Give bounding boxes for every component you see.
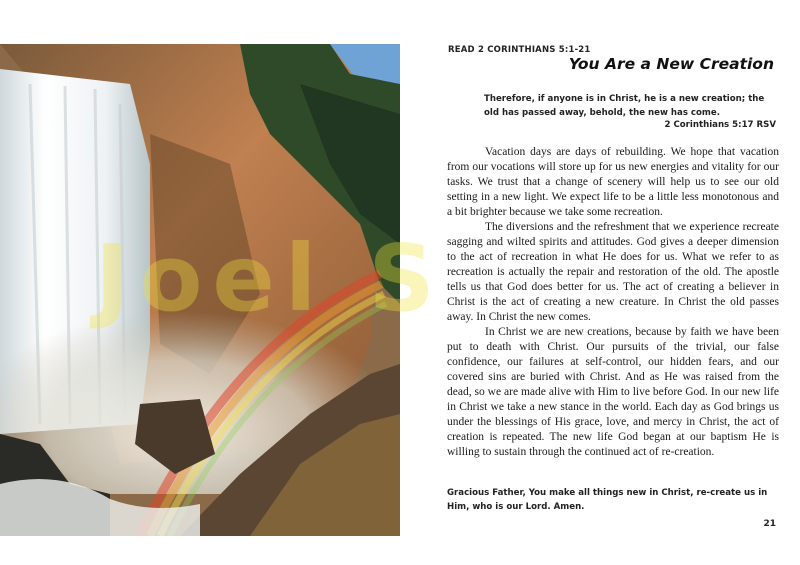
closing-prayer: Gracious Father, You make all things new in Christ, re-create us in Him, who is our Lord. Amen. [447,488,768,512]
reading-reference: READ 2 CORINTHIANS 5:1-21 [448,45,591,55]
page-title: You Are a New Creation [568,55,774,73]
waterfall-rainbow-photo [0,44,400,536]
devotional-body [447,145,779,460]
devotional-page [420,0,780,565]
paragraph-1: Vacation days are days of rebuilding. We hope that vacation from our vocations will store up for us new energies and vitality for our tasks. We trust that a change of scenery will help us to see our old setting in a new light. We expect life to be a little less monotonous and a bit brighter because we take some recreation. [447,146,779,218]
verse-citation: 2 Corinthians 5:17 RSV [664,120,776,130]
paragraph-3: In Christ we are new creations, because by faith we have been put to death with Christ. Our pursuits of the trivial, our false confidence, our failures at self-control, our hidden fears, and our covered sins are buried with Christ. And as He was raised from the dead, so we are made alive with Him to live before God. In our new life in Christ we take a new stance in the world. Each day as God brings us under the blessings of His grace, love, and mercy in Christ, the act of creation is repeated. The new life God began at our baptism He is willing to sustain through the continued act of re-creation. [447,326,779,458]
paragraph-2: The diversions and the refreshment that we experience recreate sagging and wilted spirits and attitudes. God gives a deeper dimension to the act of recreation in what He does for us. What we refer to as recreation is actually the repair and restoration of the old. The apostle tells us that God does better for us. The act of creating a believer in Christ is the act of creating a new creature. In Christ the old passes away. In Christ the new comes. [447,221,779,323]
scripture-verse: Therefore, if anyone is in Christ, he is a new creation; the old has passed away, behold, the new has come. [484,94,765,118]
watermark: Joel S [95,225,445,332]
page-number: 21 [763,519,776,529]
